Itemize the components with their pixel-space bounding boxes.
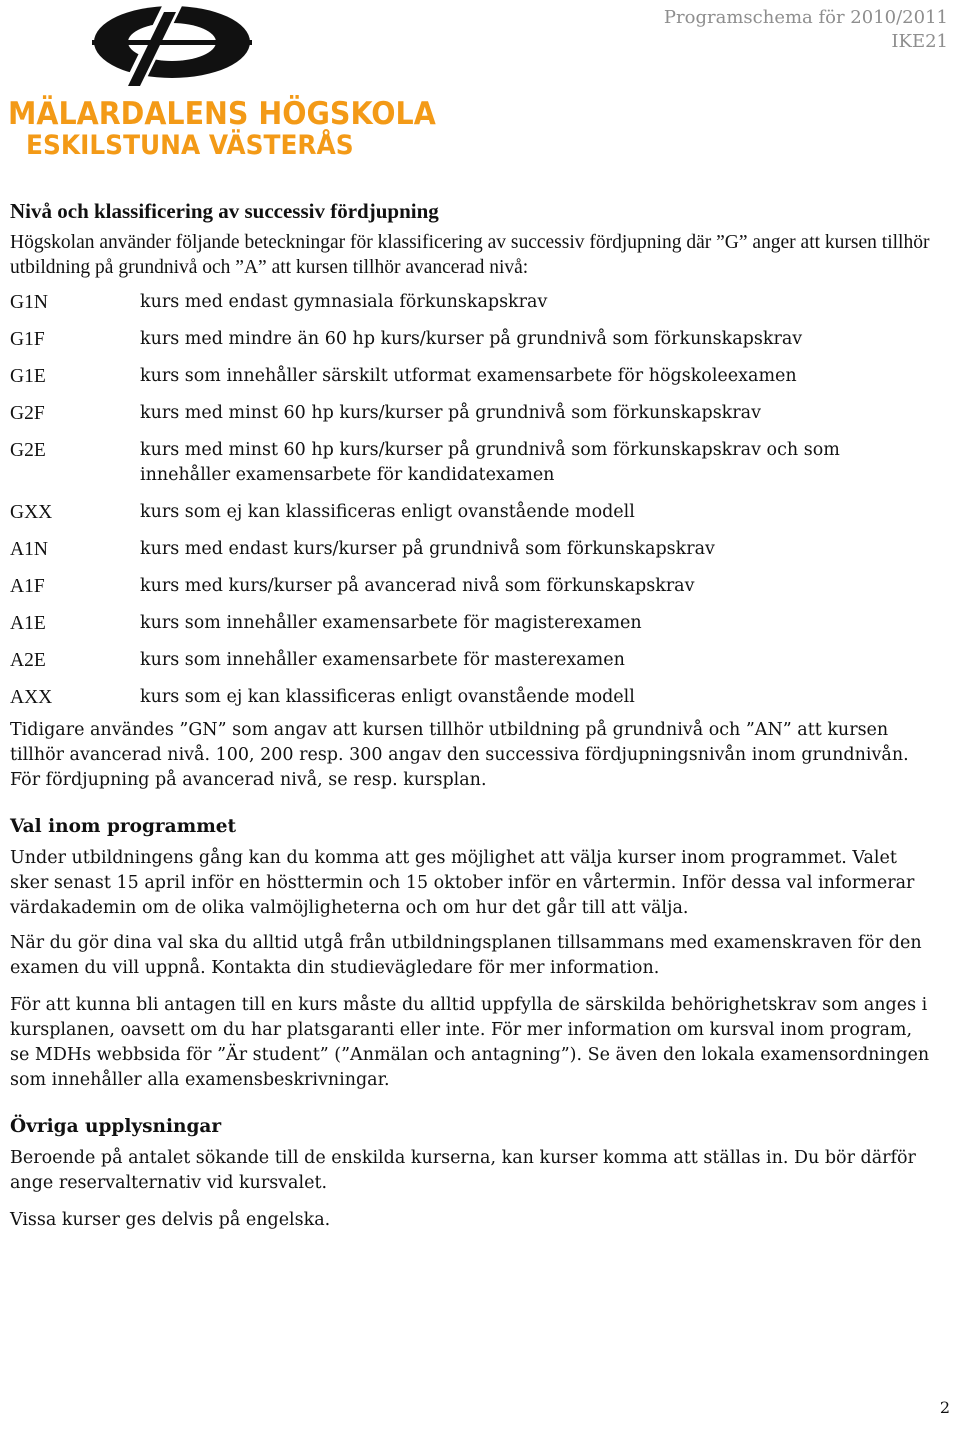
- level-description: kurs med minst 60 hp kurs/kurser på grundnivå som förkunskapskrav: [140, 403, 761, 423]
- logo-text-line2: ESKILSTUNA VÄSTERÅS: [26, 130, 354, 161]
- other-paragraph-1: Beroende på antalet sökande till de enskilda kurserna, kan kurser komma att ställas in. Du bör därför ange reservalternativ vid kursvalet.: [10, 1148, 916, 1193]
- choices-paragraph-2: När du gör dina val ska du alltid utgå från utbildningsplanen tillsammans med examenskraven för den examen du vill uppnå. Kontakta din studievägledare för mer information.: [10, 933, 922, 978]
- level-description: kurs med minst 60 hp kurs/kurser på grundnivå som förkunskapskrav och som innehåller examensarbete för kandidatexamen: [140, 440, 840, 485]
- level-description: kurs med mindre än 60 hp kurs/kurser på grundnivå som förkunskapskrav: [140, 329, 803, 349]
- other-paragraph-2: Vissa kurser ges delvis på engelska.: [10, 1210, 331, 1230]
- university-logo: [8, 2, 436, 162]
- list-item: [10, 685, 935, 710]
- program-code: IKE21: [891, 31, 948, 52]
- classification-list: [10, 290, 935, 710]
- level-description: kurs med endast kurs/kurser på grundnivå som förkunskapskrav: [140, 539, 715, 559]
- choices-title: Val inom programmet: [10, 816, 237, 837]
- level-description: kurs med kurs/kurser på avancerad nivå som förkunskapskrav: [140, 576, 695, 596]
- level-description: kurs som ej kan klassificeras enligt ovanstående modell: [140, 687, 635, 707]
- level-code: AXX: [10, 687, 53, 708]
- list-item: [10, 438, 935, 488]
- level-code: GXX: [10, 502, 53, 523]
- main-content: [10, 198, 935, 1233]
- level-description: kurs som ej kan klassificeras enligt ovanstående modell: [140, 502, 635, 522]
- classification-title: Nivå och klassificering av successiv fördjupning: [10, 199, 439, 223]
- list-item: [10, 290, 935, 315]
- level-code: G2F: [10, 403, 45, 424]
- logo-text-line1: MÄLARDALENS HÖGSKOLA: [8, 96, 436, 132]
- level-code: A1N: [10, 539, 48, 560]
- level-code: A1F: [10, 576, 45, 597]
- choices-paragraph-1: Under utbildningens gång kan du komma att ges möjlighet att välja kurser inom programmet. Valet sker senast 15 april inför en hösttermin och 15 oktober inför en vårtermin. Inför dessa val informerar värdakademin om de olika valmöjligheterna och om hur det går till att välja.: [10, 848, 915, 918]
- list-item: [10, 364, 935, 389]
- choices-paragraph-3: För att kunna bli antagen till en kurs måste du alltid uppfylla de särskilda behörighetskrav som anges i kursplanen, oavsett om du har platsgaranti eller inte. För mer information om kursval inom program, se MDHs webbsida för ”Är student” (”Anmälan och antagning”). Se även den lokala examensordningen som innehåller alla examensbeskrivningar.: [10, 995, 930, 1090]
- level-code: G1F: [10, 329, 45, 350]
- document-header: [664, 6, 948, 54]
- page-number: 2: [939, 1398, 950, 1417]
- list-item: [10, 574, 935, 599]
- list-item: [10, 648, 935, 673]
- level-description: kurs som innehåller examensarbete för masterexamen: [140, 650, 625, 670]
- level-code: A2E: [10, 650, 46, 671]
- level-code: G1N: [10, 292, 48, 313]
- list-item: [10, 500, 935, 525]
- level-description: kurs som innehåller examensarbete för magisterexamen: [140, 613, 642, 633]
- level-code: G2E: [10, 440, 46, 461]
- logo-emblem-icon: [92, 2, 252, 92]
- classification-intro: Högskolan använder följande beteckningar för klassificering av successiv fördjupning där ”G” anger att kursen tillhör utbildning på grundnivå och ”A” att kursen tillhör avancerad nivå:: [10, 232, 930, 278]
- schedule-title: Programschema för 2010/2011: [663, 7, 948, 28]
- list-item: [10, 611, 935, 636]
- level-description: kurs som innehåller särskilt utformat examensarbete för högskoleexamen: [140, 366, 797, 386]
- other-info-title: Övriga upplysningar: [10, 1116, 222, 1137]
- list-item: [10, 327, 935, 352]
- level-description: kurs med endast gymnasiala förkunskapskrav: [140, 292, 548, 312]
- level-code: A1E: [10, 613, 46, 634]
- classification-footnote: Tidigare användes ”GN” som angav att kursen tillhör utbildning på grundnivå och ”AN” att kursen tillhör avancerad nivå. 100, 200 resp. 300 angav den successiva fördjupningsnivån inom grundnivån. För fördjupning på avancerad nivå, se resp. kursplan.: [10, 720, 909, 790]
- list-item: [10, 401, 935, 426]
- level-code: G1E: [10, 366, 46, 387]
- list-item: [10, 537, 935, 562]
